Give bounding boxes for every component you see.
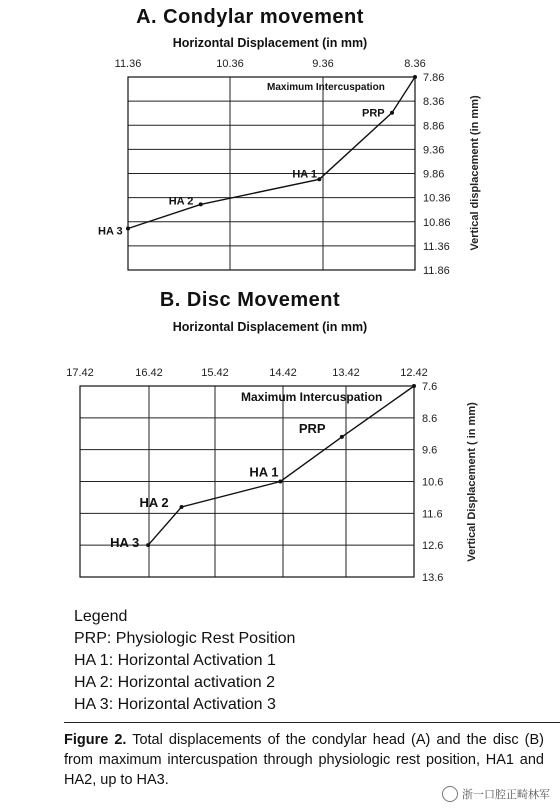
chart-a-y-tick-label: 10.86 xyxy=(423,216,451,229)
chart-a-y-tick-label: 11.86 xyxy=(423,265,450,277)
chart-b-data-point xyxy=(180,505,184,509)
chart-b-point-label: HA 1 xyxy=(249,464,279,480)
chart-b-point-label: HA 2 xyxy=(139,494,169,510)
chart-a-point-label: HA 1 xyxy=(292,168,317,181)
chart-b-y-tick-label: 8.6 xyxy=(422,412,438,425)
chart-b-data-point xyxy=(278,480,282,484)
chart-b-y-tick-label: 10.6 xyxy=(422,476,444,489)
wechat-icon xyxy=(442,786,458,802)
chart-a-y-tick-label: 8.36 xyxy=(423,96,445,109)
chart-b-x-tick-label: 15.42 xyxy=(201,367,229,379)
figure-caption xyxy=(64,730,544,790)
legend-item: HA 3: Horizontal Activation 3 xyxy=(74,696,276,713)
chart-b-title: B. Disc Movement xyxy=(159,289,341,311)
chart-b-x-tick-label: 14.42 xyxy=(269,367,297,379)
caption-divider xyxy=(64,722,560,723)
chart-b-y-tick-label: 9.6 xyxy=(422,444,438,457)
chart-b-point-label: HA 3 xyxy=(110,535,140,551)
chart-a-y-tick-label: 8.86 xyxy=(423,120,445,133)
chart-b-x-tick-label: 17.42 xyxy=(66,367,94,379)
legend-item: HA 2: Horizontal activation 2 xyxy=(74,674,275,691)
chart-a-x-tick-label: 8.36 xyxy=(404,58,426,70)
chart-b-point-label: Maximum Intercuspation xyxy=(241,390,383,404)
watermark-text: 浙一口腔正畸林军 xyxy=(462,789,550,801)
chart-a-x-tick-label: 10.36 xyxy=(216,58,244,70)
chart-a-y-tick-label: 9.36 xyxy=(423,144,445,157)
watermark xyxy=(442,786,550,802)
chart-a-point-label: HA 2 xyxy=(168,195,194,208)
chart-b-series-line xyxy=(148,386,414,545)
chart-b-data-point xyxy=(412,384,416,388)
chart-a-point-label: Maximum Intercuspation xyxy=(267,82,385,93)
chart-b-y-tick-label: 12.6 xyxy=(422,540,444,553)
chart-a-point-label: PRP xyxy=(362,107,385,120)
chart-b-x-axis-title: Horizontal Displacement (in mm) xyxy=(172,320,368,334)
chart-a-x-tick-label: 11.36 xyxy=(114,58,142,70)
caption-text: Total displacements of the condylar head (A) and the disc (B) from maximum intercuspation through physiologic rest position, HA1 and HA2, up to HA3. xyxy=(64,732,544,788)
chart-a-title: A. Condylar movement xyxy=(136,6,364,28)
chart-a-x-tick-label: 9.36 xyxy=(312,58,334,70)
chart-a-y-tick-label: 7.86 xyxy=(423,72,445,84)
legend-item: PRP: Physiologic Rest Position xyxy=(74,630,296,647)
legend-heading: Legend xyxy=(74,608,128,625)
chart-b-data-point xyxy=(340,435,344,439)
caption-label: Figure 2. xyxy=(64,732,127,748)
chart-b-point-label: PRP xyxy=(298,420,326,436)
chart-b-data-point xyxy=(146,543,150,547)
chart-b-x-tick-label: 16.42 xyxy=(135,367,163,379)
chart-a-y-axis-title: Vertical displacement (in mm) xyxy=(469,95,481,251)
chart-a-point-label: HA 3 xyxy=(98,225,123,238)
legend-item: HA 1: Horizontal Activation 1 xyxy=(74,652,276,669)
legend xyxy=(74,606,295,716)
chart-b-x-tick-label: 12.42 xyxy=(400,367,428,379)
chart-b-y-tick-label: 11.6 xyxy=(422,508,443,521)
chart-a-y-tick-label: 10.36 xyxy=(423,192,451,205)
chart-a-y-tick-label: 11.36 xyxy=(423,240,450,253)
chart-b-y-axis-title: Vertical Displacement ( in mm) xyxy=(466,402,478,562)
chart-a-y-tick-label: 9.86 xyxy=(423,168,445,181)
chart-b-x-tick-label: 13.42 xyxy=(332,367,360,379)
chart-b-y-tick-label: 13.6 xyxy=(422,572,444,584)
chart-b-y-tick-label: 7.6 xyxy=(422,381,438,393)
chart-a-x-axis-title: Horizontal Displacement (in mm) xyxy=(172,36,368,50)
